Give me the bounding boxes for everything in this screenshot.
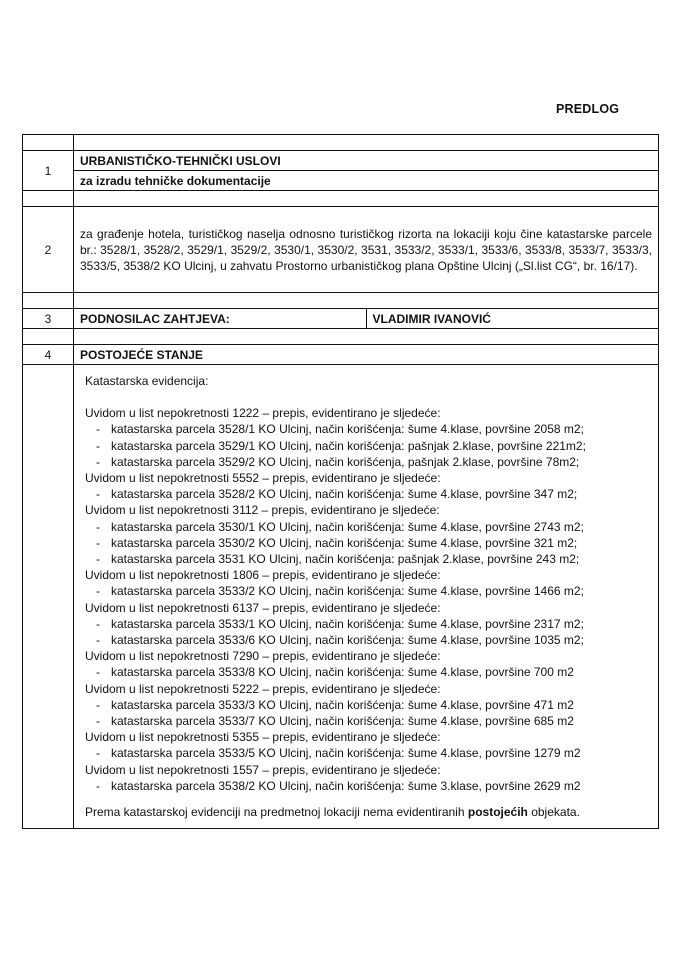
document-table [22, 134, 659, 829]
section-title: URBANISTIČKO-TEHNIČKI USLOVI [74, 151, 659, 171]
evidence-group-title: Uvidom u list nepokretnosti 1806 – prepis, evidentirano je sljedeće: [85, 568, 441, 583]
spacer-row [23, 293, 659, 309]
evidence-group-title: Uvidom u list nepokretnosti 5355 – prepis, evidentirano je sljedeće: [85, 730, 441, 745]
parcel-description: katastarska parcela 3530/1 KO Ulcinj, način korišćenja: šume 4.klase, površine 2743 m2; [111, 519, 584, 534]
parcel-description: katastarska parcela 3533/6 KO Ulcinj, način korišćenja: šume 4.klase, površine 1035 m2; [111, 633, 584, 648]
bullet-dash: - [96, 746, 100, 761]
row-number: 1 [23, 151, 74, 191]
parcel-list-item [85, 486, 650, 502]
parcel-description: katastarska parcela 3530/2 KO Ulcinj, način korišćenja: šume 4.klase, površine 321 m2; [111, 535, 578, 550]
spacer-row [23, 329, 659, 345]
parcel-description: katastarska parcela 3533/3 KO Ulcinj, način korišćenja: šume 4.klase, površine 471 m2 [111, 697, 574, 712]
bullet-dash: - [96, 714, 100, 729]
parcel-list-item [85, 616, 650, 632]
evidence-group-title: Uvidom u list nepokretnosti 7290 – prepis, evidentirano je sljedeće: [85, 649, 441, 664]
evidence-group-title: Uvidom u list nepokretnosti 1222 – prepis, evidentirano je sljedeće: [85, 406, 441, 421]
bullet-dash: - [96, 778, 100, 793]
parcel-description: katastarska parcela 3533/8 KO Ulcinj, način korišćenja: šume 4.klase, površine 700 m2 [111, 665, 574, 680]
parcel-list-item [85, 535, 650, 551]
conclusion-emphasis: postojećih [467, 805, 528, 820]
evidence-group-title: Uvidom u list nepokretnosti 6137 – prepis, evidentirano je sljedeće: [85, 600, 441, 615]
evidence-group-title: Uvidom u list nepokretnosti 3112 – prepis, evidentirano je sljedeće: [85, 503, 440, 518]
row-2 [23, 207, 659, 293]
parcel-description: katastarska parcela 3538/2 KO Ulcinj, način korišćenja: šume 3.klase, površine 2629 m2 [111, 778, 581, 793]
cadastral-evidence [74, 365, 659, 829]
row-number: 3 [23, 309, 74, 329]
bullet-dash: - [96, 519, 100, 534]
bullet-dash: - [96, 487, 100, 502]
row-1 [23, 151, 659, 171]
parcel-list-item [85, 697, 650, 713]
bullet-dash: - [96, 697, 100, 712]
bullet-dash: - [96, 616, 100, 631]
bullet-dash: - [96, 665, 100, 680]
parcel-description: katastarska parcela 3533/2 KO Ulcinj, način korišćenja: šume 4.klase, površine 1466 m2; [111, 584, 584, 599]
parcel-list-item [85, 551, 650, 567]
row-number: 4 [23, 345, 74, 365]
spacer-row [23, 191, 659, 207]
row-4 [23, 345, 659, 365]
parcel-list-item [85, 438, 650, 454]
parcel-list-item [85, 519, 650, 535]
parcel-list-item [85, 632, 650, 648]
spacer-row [23, 135, 659, 151]
section-subtitle: za izradu tehničke dokumentacije [74, 171, 659, 191]
bullet-dash: - [96, 454, 100, 469]
row-4-content [23, 365, 659, 829]
evidence-group-title: Uvidom u list nepokretnosti 5552 – prepis, evidentirano je sljedeće: [85, 471, 441, 486]
bullet-dash: - [96, 422, 100, 437]
parcel-list-item [85, 583, 650, 599]
parcel-description: katastarska parcela 3531 KO Ulcinj, način korišćenja: pašnjak 2.klase, površine 243 m2; [111, 552, 580, 567]
parcel-description: katastarska parcela 3533/7 KO Ulcinj, način korišćenja: šume 4.klase, površine 685 m2 [111, 714, 574, 729]
parcel-list-item [85, 713, 650, 729]
parcel-list-item [85, 745, 650, 761]
conclusion-text-end: objekata. [527, 805, 580, 820]
parcel-description: katastarska parcela 3528/1 KO Ulcinj, način korišćenja: šume 4.klase, površine 2058 m2; [111, 422, 584, 437]
project-description: za građenje hotela, turističkog naselja odnosno turističkog rizorta na lokaciji koju čine katastarske parcele br.: 3528/1, 3528/2, 3529/1, 3529/2, 3530/1, 3530/2, 3531, 3533/2, 3533/1, 3533/6, 3533/8, 3533/7, 3533/3, 3533/5, 3538/2 KO Ulcinj, u zahvatu Prostorno urbanističkog plana Opštine Ulcinj („Sl.list CG“, br. 16/17). [74, 207, 659, 293]
parcel-list-item [85, 421, 650, 437]
bullet-dash: - [96, 584, 100, 599]
row-3 [23, 309, 659, 329]
row-number: 2 [23, 207, 74, 293]
bullet-dash: - [96, 535, 100, 550]
document-status-label: PREDLOG [556, 102, 620, 116]
parcel-list-item [85, 664, 650, 680]
evidence-groups [85, 405, 650, 794]
evidence-group-title: Uvidom u list nepokretnosti 1557 – prepis, evidentirano je sljedeće: [85, 762, 441, 777]
evidence-conclusion [85, 804, 650, 820]
evidence-group-title: Uvidom u list nepokretnosti 5222 – prepis, evidentirano je sljedeće: [85, 681, 441, 696]
parcel-list-item [85, 778, 650, 794]
parcel-description: katastarska parcela 3533/5 KO Ulcinj, način korišćenja: šume 4.klase, površine 1279 m2 [111, 746, 581, 761]
row-1-subtitle [23, 171, 659, 191]
conclusion-text: Prema katastarskoj evidenciji na predmetnoj lokaciji nema evidentiranih [85, 805, 468, 820]
bullet-dash: - [96, 552, 100, 567]
parcel-description: katastarska parcela 3533/1 KO Ulcinj, način korišćenja: šume 4.klase, površine 2317 m2; [111, 616, 584, 631]
parcel-description: katastarska parcela 3529/1 KO Ulcinj, način korišćenja: pašnjak 2.klase, površine 221m2; [111, 438, 586, 453]
section-title: POSTOJEĆE STANJE [74, 345, 659, 365]
evidence-heading: Katastarska evidencija: [85, 374, 209, 388]
parcel-list-item [85, 454, 650, 470]
parcel-description: katastarska parcela 3528/2 KO Ulcinj, način korišćenja: šume 4.klase, površine 347 m2; [111, 487, 578, 502]
bullet-dash: - [96, 438, 100, 453]
parcel-description: katastarska parcela 3529/2 KO Ulcinj, način korišćenja, pašnjak 2.klase, površine 78m2; [111, 454, 580, 469]
applicant-label: PODNOSILAC ZAHTJEVA: [74, 309, 367, 329]
bullet-dash: - [96, 633, 100, 648]
applicant-name: VLADIMIR IVANOVIĆ [366, 309, 659, 329]
